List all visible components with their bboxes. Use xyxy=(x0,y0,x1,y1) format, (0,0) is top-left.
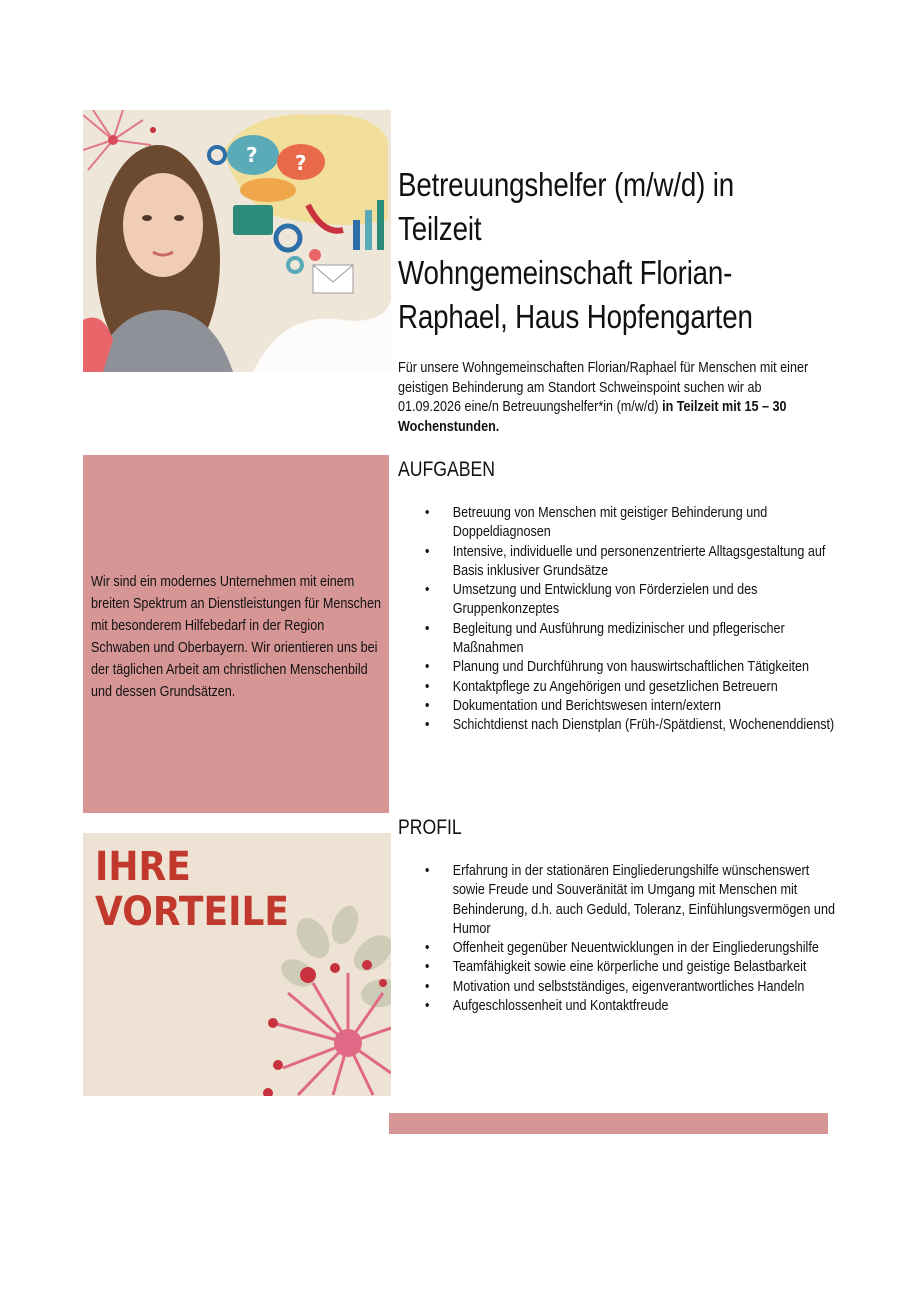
header-photo xyxy=(83,110,391,372)
profil-heading: PROFIL xyxy=(398,816,462,839)
list-item: • Dokumentation und Berichtswesen intern/extern xyxy=(425,696,837,715)
vorteile-title-line-1: IHRE xyxy=(95,844,191,890)
list-item: • Erfahrung in der stationären Eingliederungshilfe wünschenswert sowie Freude und Souveränität im Umgang mit Menschen mit Behinderung, d.h. auch Geduld, Toleranz, Einfühlungsvermögen und Humor xyxy=(425,861,837,938)
vorteile-title-line-2: VORTEILE xyxy=(95,889,290,935)
about-text: Wir sind ein modernes Unternehmen mit einem breiten Spektrum an Dienstleistungen für Menschen mit besonderem Hilfebedarf in der Region Schwaben und Oberbayern. Wir orientieren uns bei der täglichen Arbeit am christlichen Menschenbild und dessen Grundsätzen. xyxy=(91,573,381,700)
intro-bold-text: in Teilzeit mit 15 – 30 Wochenstunden. xyxy=(398,398,787,435)
title-line-4: Raphael, Haus Hopfengarten xyxy=(398,298,753,335)
profil-list xyxy=(425,861,837,1015)
list-item: • Offenheit gegenüber Neuentwicklungen in der Eingliederungshilfe xyxy=(425,938,837,957)
footer-bar xyxy=(389,1113,828,1134)
title-line-3: Wohngemeinschaft Florian- xyxy=(398,254,733,291)
list-item: • Schichtdienst nach Dienstplan (Früh-/Spätdienst, Wochenenddienst) xyxy=(425,715,837,734)
list-item: • Begleitung und Ausführung medizinischer und pflegerischer Maßnahmen xyxy=(425,619,837,658)
vorteile-title xyxy=(95,845,289,935)
woman-portrait-illustration xyxy=(83,110,391,372)
aufgaben-heading: AUFGABEN xyxy=(398,458,496,481)
svg-text:?: ? xyxy=(246,143,258,167)
aufgaben-list xyxy=(425,503,837,735)
svg-text:?: ? xyxy=(295,151,307,175)
list-item: • Kontaktpflege zu Angehörigen und gesetzlichen Betreuern xyxy=(425,677,837,696)
title-line-2: Teilzeit xyxy=(398,210,482,247)
page-title xyxy=(398,163,835,339)
list-item: • Umsetzung und Entwicklung von Förderzielen und des Gruppenkonzeptes xyxy=(425,580,837,619)
vorteile-image xyxy=(83,833,391,1096)
list-item: • Betreuung von Menschen mit geistiger Behinderung und Doppeldiagnosen xyxy=(425,503,837,542)
list-item: • Teamfähigkeit sowie eine körperliche und geistige Belastbarkeit xyxy=(425,957,837,976)
list-item: • Aufgeschlossenheit und Kontaktfreude xyxy=(425,996,837,1015)
title-block xyxy=(398,163,838,339)
list-item: • Intensive, individuelle und personenzentrierte Alltagsgestaltung auf Basis inklusiver Grundsätze xyxy=(425,542,837,581)
intro-paragraph xyxy=(398,358,818,436)
list-item: • Planung und Durchführung von hauswirtschaftlichen Tätigkeiten xyxy=(425,657,837,676)
title-line-1: Betreuungshelfer (m/w/d) in xyxy=(398,166,734,203)
list-item: • Motivation und selbstständiges, eigenverantwortliches Handeln xyxy=(425,977,837,996)
intro-text: Für unsere Wohngemeinschaften Florian/Raphael für Menschen mit einer geistigen Behinderung am Standort Schweinspoint suchen wir ab 01.09.2026 eine/n Betreuungshelfer*in (m/w/d) xyxy=(398,359,809,415)
